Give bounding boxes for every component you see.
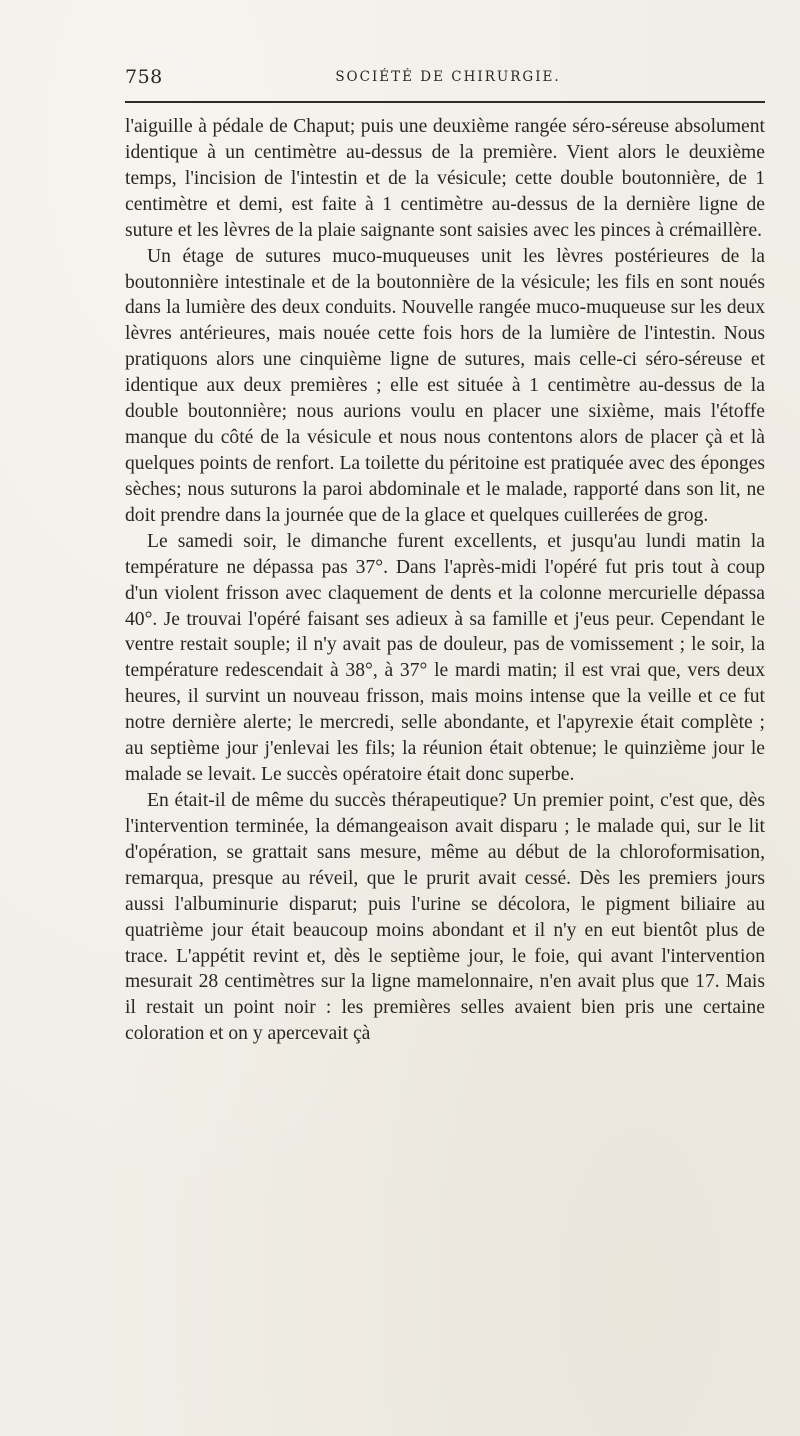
paragraph-continuation: l'aiguille à pédale de Chaput; puis une deuxième rangée séro-séreuse absolument identique à un centimètre au-dessus de la première. Vient alors le deuxième temps, l'incision de l'intestin et de la vésicule; cette double boutonnière, de 1 centimètre et demi, est faite à 1 centimètre au-dessus de la dernière ligne de suture et les lèvres de la plaie saignante sont saisies avec les pinces à crémaillère. [125,116,765,241]
body-text [125,114,765,1047]
paragraph-postoperative: Le samedi soir, le dimanche furent excellents, et jusqu'au lundi matin la température ne dépassa pas 37°. Dans l'après-midi l'opéré fut pris tout à coup d'un violent frisson avec claquement de dents et la colonne mercurielle dépassa 40°. Je trouvai l'opéré faisant ses adieux à sa famille et j'eus peur. Cependant le ventre restait souple; il n'y avait pas de douleur, pas de vomissement ; le soir, la température redescendait à 38°, à 37° le mardi matin; il est vrai que, vers deux heures, il survint un nouveau frisson, mais moins intense que la veille et ce fut notre dernière alerte; le mercredi, selle abondante, et l'apyrexie était complète ; au septième jour j'enlevai les fils; la réunion était obtenue; le quinzième jour le malade se levait. Le succès opératoire était donc superbe. [125,530,765,786]
journal-title: SOCIÉTÉ DE CHIRURGIE. [335,69,561,85]
running-head [125,66,765,90]
header-rule [125,101,765,103]
paragraph-sutures: Un étage de sutures muco-muqueuses unit les lèvres postérieures de la boutonnière intestinale et de la boutonnière de la vésicule; les fils en sont noués dans la lumière des deux conduits. Nouvelle rangée muco-muqueuse sur les deux lèvres antérieures, mais nouée cette fois hors de la lumière de l'intestin. Nous pratiquons alors une cinquième ligne de sutures, mais celle-ci séro-séreuse et identique aux deux premières ; elle est située à 1 centimètre au-dessus de la double boutonnière; nous aurions voulu en placer une sixième, mais l'étoffe manque du côté de la vésicule et nous nous contentons alors de placer çà et là quelques points de renfort. La toilette du péritoine est pratiquée avec des éponges sèches; nous suturons la paroi abdominale et le malade, rapporté dans son lit, ne doit prendre dans la journée que de la glace et quelques cuillerées de grog. [125,245,765,526]
page-number: 758 [125,66,163,88]
paragraph-therapeutic-result: En était-il de même du succès thérapeutique? Un premier point, c'est que, dès l'intervention terminée, la démangeaison avait disparu ; le malade qui, sur le lit d'opération, se grattait sans mesure, même au début de la chloroformisation, remarqua, presque au réveil, que le prurit avait cessé. Dès les premiers jours aussi l'albuminurie disparut; puis l'urine se décolora, le pigment biliaire au quatrième jour était beaucoup moins abondant et il n'y en eut bientôt plus de trace. L'appétit revint et, dès le septième jour, le foie, qui avant l'intervention mesurait 28 centimètres sur la ligne mamelonnaire, n'en avait plus que 17. Mais il restait un point noir : les premières selles avaient bien pris une certaine coloration et on y apercevait çà [125,789,765,1045]
